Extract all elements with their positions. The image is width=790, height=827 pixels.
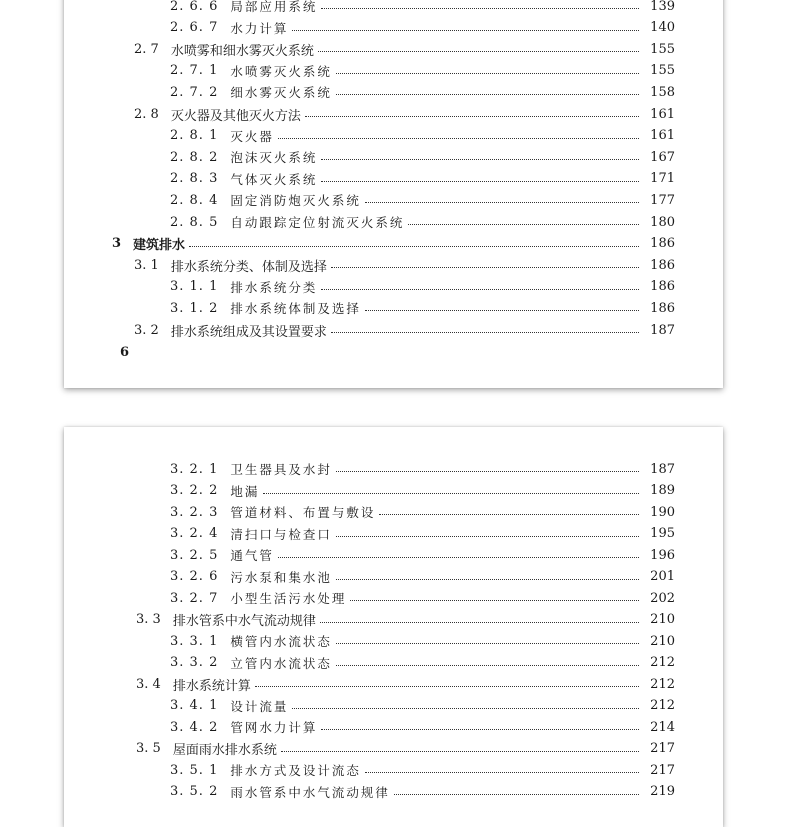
toc-entry[interactable] [170,212,675,232]
section-title: 自动跟踪定位射流灭火系统 [230,215,405,230]
toc-entry[interactable] [170,481,675,501]
toc-entry[interactable] [134,320,675,340]
section-number: 3. 2. 1 [170,461,219,477]
section-number: 2. 6. 6 [170,0,219,14]
page-reference: 161 [650,128,675,144]
section-title: 气体灭火系统 [230,171,318,187]
section-title: 地漏 [230,483,260,499]
dot-leader [336,93,639,95]
section-title: 设计流量 [230,698,289,714]
page-reference: 140 [650,20,675,36]
section-title: 排水管系中水气流动规律 [172,614,316,629]
toc-entry[interactable] [170,696,675,716]
section-title: 泡沫灭火系统 [230,150,318,166]
page-reference: 187 [650,461,675,477]
dot-leader [350,599,639,601]
page-reference: 180 [650,214,675,230]
section-number: 3. 4. 2 [170,719,219,735]
dot-leader [365,771,639,773]
toc-entry[interactable] [170,717,675,737]
section-title: 横管内水流状态 [230,634,332,649]
section-number: 2. 7. 1 [170,63,219,79]
toc-entry[interactable] [136,739,675,759]
section-number: 2. 8. 3 [170,171,219,187]
section-title: 水力计算 [230,20,289,36]
toc-entry[interactable] [170,502,675,522]
dot-leader [305,115,639,117]
toc-entry[interactable] [134,104,675,124]
toc-entry[interactable] [170,190,675,210]
section-title: 排水系统组成及其设置要求 [170,324,327,340]
section-number: 3. 1 [134,257,159,273]
page-reference: 201 [650,569,675,584]
section-number: 3. 2 [134,322,159,338]
page-reference: 217 [650,741,675,756]
dot-leader [292,707,639,709]
toc-entry[interactable] [170,588,675,608]
toc-entry[interactable] [170,147,675,167]
page-reference: 155 [650,63,675,79]
page-reference: 189 [650,483,675,498]
toc-entry[interactable] [170,169,675,189]
toc-entry[interactable] [170,782,675,802]
page-reference: 186 [650,279,675,295]
toc-entry[interactable] [170,545,675,565]
section-title: 卫生器具及水封 [230,462,332,477]
dot-leader [278,556,639,558]
section-number: 3. 2. 5 [170,547,219,563]
toc-entry[interactable] [134,39,675,59]
section-title: 排水系统体制及选择 [230,301,361,317]
page-reference: 167 [650,149,675,165]
section-number: 2. 8. 4 [170,192,219,208]
toc-entry[interactable] [170,18,675,38]
section-number: 2. 6. 7 [170,20,219,36]
page-reference: 139 [650,0,675,14]
toc-entry[interactable] [170,631,675,651]
section-title: 局部应用系统 [230,0,318,14]
section-title: 排水系统分类 [230,279,318,295]
dot-leader [336,72,639,74]
section-number: 3. 1. 1 [170,279,219,295]
dot-leader [321,180,639,182]
section-title: 雨水管系中水气流动规律 [230,784,390,800]
page-reference: 217 [650,762,675,778]
section-title: 水喷雾灭火系统 [230,63,332,79]
section-number: 3. 3. 1 [170,633,219,649]
section-number: 3. 5 [136,741,161,756]
section-number: 3. 2. 2 [170,483,219,498]
section-number: 2. 7. 2 [170,84,219,100]
dot-leader [336,470,639,472]
toc-entry[interactable] [170,653,675,673]
page-reference: 210 [650,612,675,627]
toc-entry[interactable] [170,277,675,297]
section-number: 3. 2. 4 [170,526,219,541]
toc-entry[interactable] [170,126,675,146]
toc-entry[interactable] [170,760,675,780]
section-number: 2. 8. 1 [170,128,219,144]
toc-entry[interactable] [134,255,675,275]
page-reference: 186 [650,257,675,273]
page-reference: 177 [650,192,675,208]
section-title: 灭火器及其他灭火方法 [170,108,301,124]
page-reference: 195 [650,526,675,541]
dot-leader [321,728,639,730]
dot-leader [336,535,639,537]
dot-leader [336,578,639,580]
page-number: 6 [120,345,130,360]
page-reference: 161 [650,106,675,122]
toc-entry[interactable] [136,674,675,694]
page-reference: 155 [650,41,675,57]
dot-leader [321,158,639,160]
page-reference: 210 [650,633,675,649]
section-number: 3. 3. 2 [170,655,219,670]
section-number: 3. 4 [136,676,161,692]
page-reference: 186 [650,236,675,252]
dot-leader [331,331,639,333]
section-number: 3. 2. 6 [170,569,219,584]
dot-leader [278,137,639,139]
page-reference: 187 [650,322,675,338]
dot-leader [336,642,639,644]
dot-leader [321,288,639,290]
section-title: 灭火器 [230,128,274,144]
section-title: 排水系统计算 [172,678,251,694]
section-number: 3. 2. 3 [170,504,219,520]
section-number: 3. 4. 1 [170,698,219,713]
section-title: 管网水力计算 [230,720,318,735]
section-title: 清扫口与检查口 [230,526,332,542]
section-title: 固定消防炮灭火系统 [230,193,361,209]
section-number: 3. 5. 2 [170,784,219,799]
page-reference: 196 [650,547,675,563]
dot-leader [189,245,639,247]
section-title: 通气管 [230,548,274,563]
dot-leader [365,309,639,311]
dot-leader [320,621,639,623]
toc-page-upper [64,0,723,388]
dot-leader [321,7,639,9]
section-title: 细水雾灭火系统 [230,85,332,101]
dot-leader [408,223,639,225]
dot-leader [331,266,639,268]
toc-entry[interactable] [170,298,675,318]
page-reference: 212 [650,676,675,692]
dot-leader [318,50,639,52]
section-title: 污水泵和集水池 [230,569,332,585]
section-title: 立管内水流状态 [230,655,332,671]
section-title: 排水方式及设计流态 [230,763,361,778]
toc-entry[interactable] [170,82,675,102]
section-number: 3. 5. 1 [170,762,219,778]
dot-leader [281,750,639,752]
toc-entry[interactable] [170,567,675,587]
page-reference: 190 [650,504,675,520]
page-reference: 186 [650,300,675,316]
section-number: 3. 2. 7 [170,590,219,606]
toc-entry[interactable] [112,234,675,254]
dot-leader [379,513,639,515]
section-title: 水喷雾和细水雾灭火系统 [170,43,314,59]
section-number: 2. 8. 5 [170,214,219,230]
section-title: 建筑排水 [133,238,186,254]
section-title: 屋面雨水排水系统 [172,743,277,758]
dot-leader [365,201,639,203]
dot-leader [292,29,639,31]
section-number: 2. 8 [134,106,159,122]
dot-leader [394,793,639,795]
section-number: 3. 3 [136,612,161,627]
section-title: 管道材料、布置与敷设 [230,505,376,520]
section-title: 小型生活污水处理 [230,591,347,606]
section-number: 2. 7 [134,41,159,57]
section-number: 3 [112,236,122,252]
toc-entry[interactable] [136,610,675,630]
toc-entry[interactable] [170,524,675,544]
page-reference: 202 [650,590,675,606]
toc-page-lower [64,427,723,827]
page-reference: 214 [650,719,675,735]
section-title: 排水系统分类、体制及选择 [170,259,327,275]
page-reference: 171 [650,171,675,187]
section-number: 2. 8. 2 [170,149,219,165]
page-reference: 212 [650,655,675,670]
section-number: 3. 1. 2 [170,300,219,316]
dot-leader [336,664,639,666]
page-reference: 158 [650,84,675,100]
dot-leader [255,685,639,687]
toc-entry[interactable] [170,0,675,16]
page-reference: 212 [650,698,675,713]
dot-leader [263,492,639,494]
toc-entry[interactable] [170,459,675,479]
page-reference: 219 [650,784,675,799]
toc-entry[interactable] [170,61,675,81]
